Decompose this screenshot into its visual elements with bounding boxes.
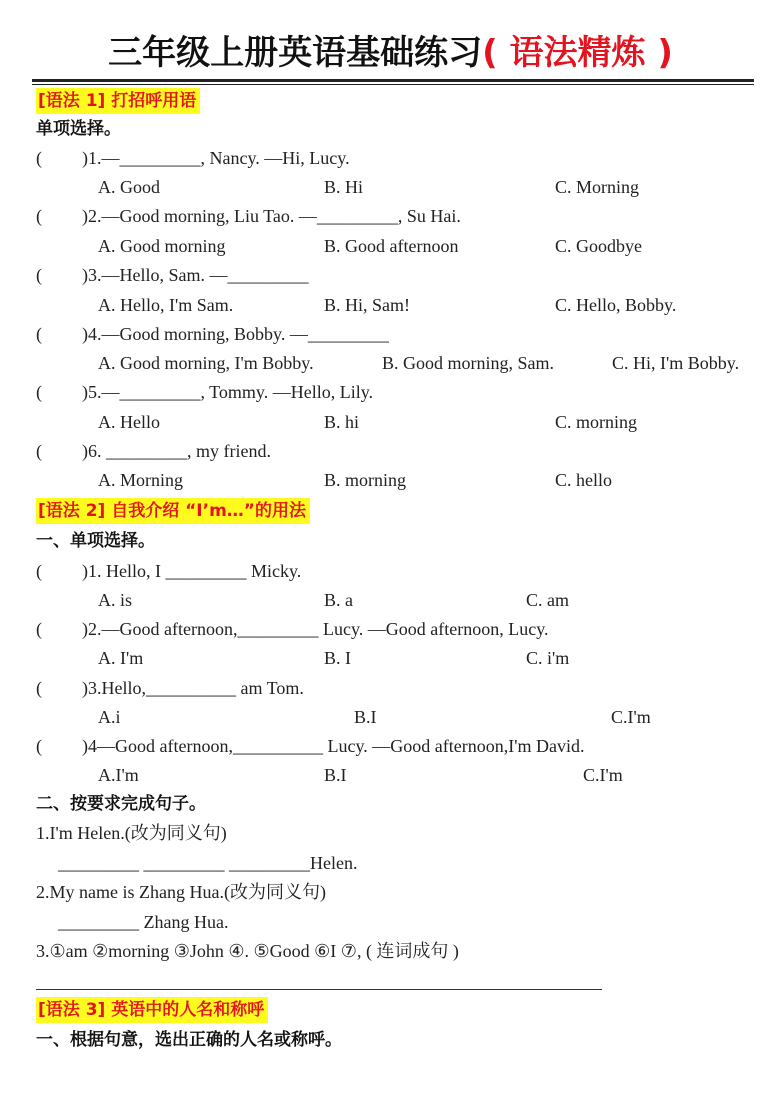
- title-paren: ( 语法精炼 ): [482, 33, 673, 73]
- option-b: B. a: [324, 590, 353, 610]
- option-b: B. hi: [324, 412, 360, 432]
- question-stem: )2.—Good afternoon,_________ Lucy. —Good afternoon, Lucy.: [82, 619, 549, 639]
- option-a: A.i: [98, 707, 121, 727]
- task-item: 2.My name is Zhang Hua.(改为同义句): [36, 882, 326, 902]
- option-c: C. Hi, I'm Bobby.: [612, 353, 740, 373]
- option-c: C. i'm: [526, 648, 570, 668]
- option-b: B. I: [324, 648, 351, 668]
- answer-paren: (: [36, 678, 42, 698]
- question-stem: )6. _________, my friend.: [82, 441, 271, 461]
- option-c: C.I'm: [611, 707, 651, 727]
- option-a: A. Hello, I'm Sam.: [98, 295, 234, 315]
- section-1-heading: [语法 1] 打招呼用语: [36, 88, 200, 114]
- option-c: C. hello: [555, 470, 612, 490]
- option-b: B. Good morning, Sam.: [382, 353, 555, 373]
- question-stem: )1.—_________, Nancy. —Hi, Lucy.: [82, 148, 350, 168]
- section-3-instruction: 一、根据句意，选出正确的人名或称呼。: [36, 1030, 342, 1050]
- task-answer-line: _________ Zhang Hua.: [58, 912, 229, 932]
- option-b: B.I: [354, 707, 377, 727]
- section-2-instruction-2: 二、按要求完成句子。: [36, 794, 206, 814]
- option-a: A. Morning: [98, 470, 183, 490]
- title-divider: [32, 79, 754, 82]
- answer-paren: (: [36, 441, 42, 461]
- answer-paren: (: [36, 382, 42, 402]
- section-divider: [36, 989, 602, 990]
- answer-paren: (: [36, 619, 42, 639]
- section-2-instruction-1: 一、单项选择。: [36, 531, 155, 551]
- answer-paren: (: [36, 206, 42, 226]
- answer-paren: (: [36, 324, 42, 344]
- option-a: A. Good: [98, 177, 160, 197]
- option-a: A. is: [98, 590, 133, 610]
- section-2-heading: [语法 2] 自我介绍 “I’m…”的用法: [36, 498, 310, 524]
- task-item: 1.I'm Helen.(改为同义句): [36, 823, 227, 843]
- answer-paren: (: [36, 561, 42, 581]
- option-b: B. Hi: [324, 177, 364, 197]
- option-c: C. morning: [555, 412, 638, 432]
- option-c: C. Morning: [555, 177, 640, 197]
- option-c: C. Hello, Bobby.: [555, 295, 677, 315]
- section-1-instruction: 单项选择。: [36, 119, 121, 139]
- answer-paren: (: [36, 736, 42, 756]
- option-a: A. Hello: [98, 412, 160, 432]
- section-3-heading: [语法 3] 英语中的人名和称呼: [36, 997, 268, 1023]
- option-a: A. I'm: [98, 648, 144, 668]
- question-stem: )5.—_________, Tommy. —Hello, Lily.: [82, 382, 374, 402]
- option-b: B. Hi, Sam!: [324, 295, 411, 315]
- option-a: A.I'm: [98, 765, 139, 785]
- task-item: 3.①am ②morning ③John ④. ⑤Good ⑥I ⑦, ( 连词成句 ): [36, 941, 459, 961]
- answer-paren: (: [36, 148, 42, 168]
- task-answer-line: _________ _________ _________Helen.: [58, 853, 358, 873]
- option-c: C.I'm: [583, 765, 623, 785]
- page-title: [0, 30, 781, 76]
- title-divider-thin: [32, 84, 754, 85]
- option-c: C. Goodbye: [555, 236, 642, 256]
- option-b: B. Good afternoon: [324, 236, 459, 256]
- answer-paren: (: [36, 265, 42, 285]
- option-c: C. am: [526, 590, 569, 610]
- title-main: 三年级上册英语基础练习: [108, 33, 483, 73]
- question-stem: )1. Hello, I _________ Micky.: [82, 561, 302, 581]
- question-stem: )4—Good afternoon,__________ Lucy. —Good afternoon,I'm David.: [82, 736, 585, 756]
- question-stem: )2.—Good morning, Liu Tao. —_________, Su Hai.: [82, 206, 461, 226]
- option-a: A. Good morning: [98, 236, 226, 256]
- question-stem: )3.—Hello, Sam. —_________: [82, 265, 309, 285]
- option-b: B. morning: [324, 470, 407, 490]
- question-stem: )4.—Good morning, Bobby. —_________: [82, 324, 389, 344]
- option-a: A. Good morning, I'm Bobby.: [98, 353, 314, 373]
- option-b: B.I: [324, 765, 347, 785]
- question-stem: )3.Hello,__________ am Tom.: [82, 678, 304, 698]
